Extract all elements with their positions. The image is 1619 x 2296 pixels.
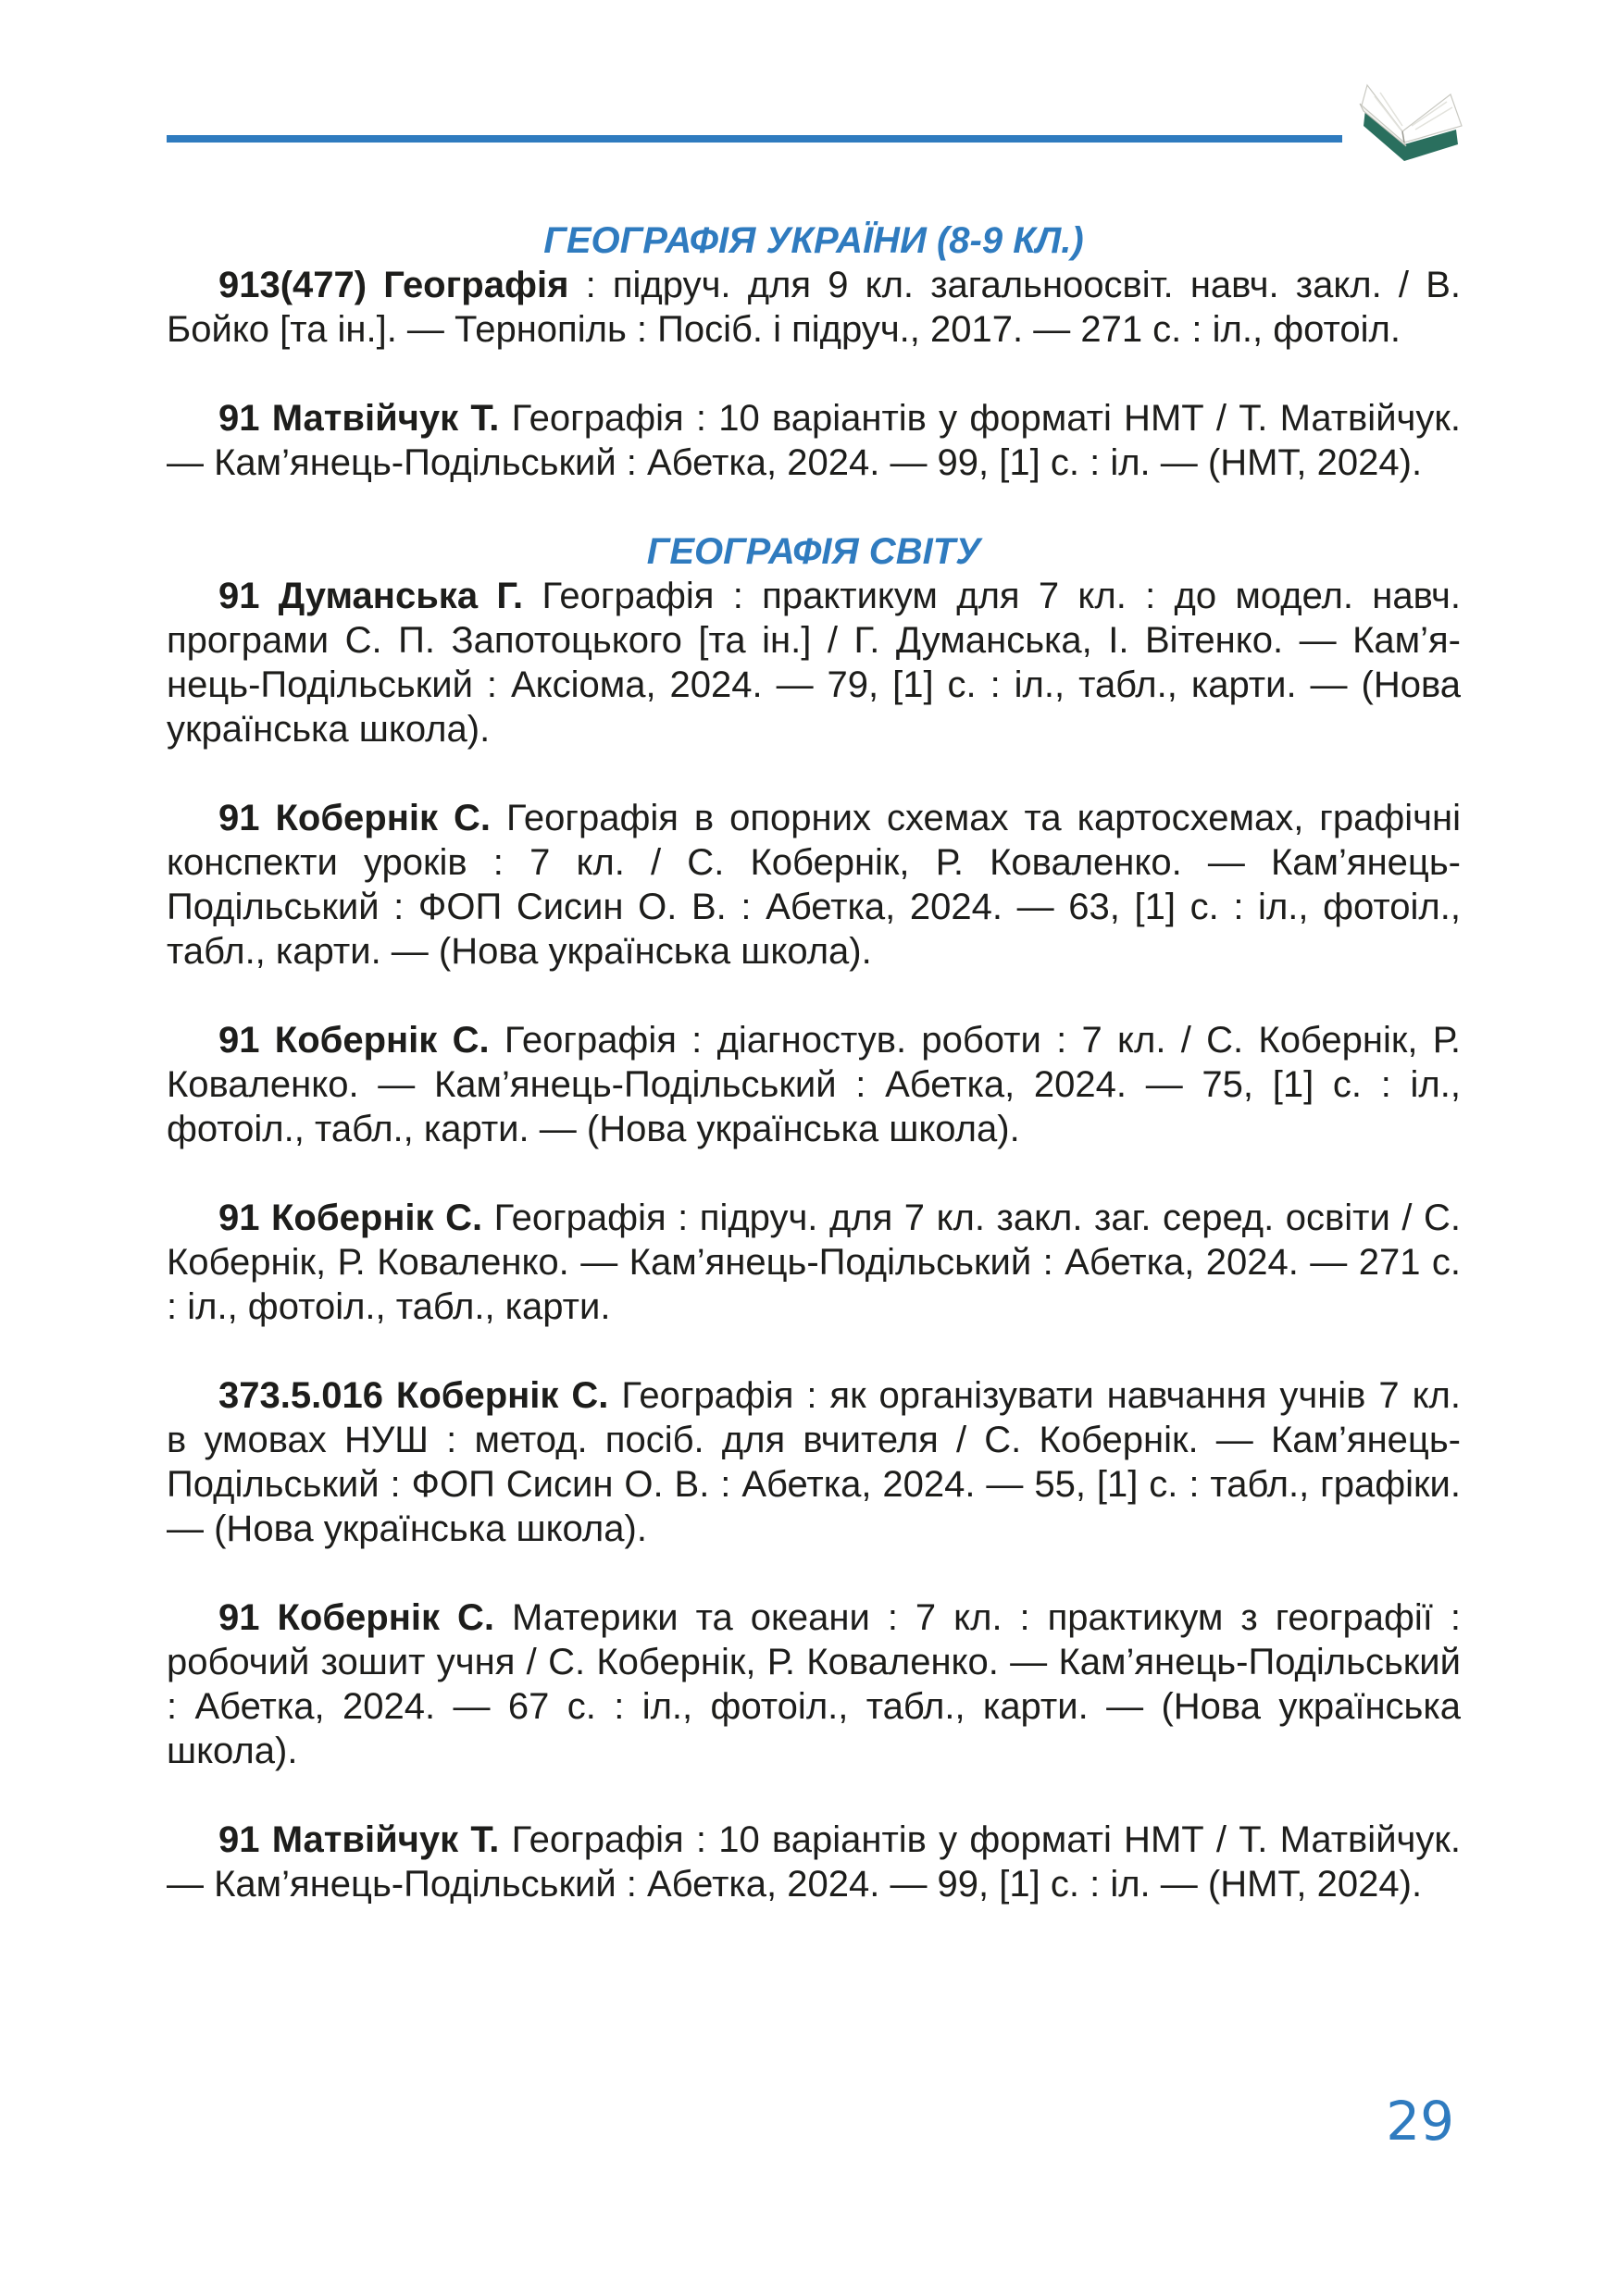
entry-text: Географія в опорних схемах та картосхемах, графічні конспекти уроків : 7 кл. / С. Кобернік, Р. Коваленко. — Кам’янець-Подільський : ФОП Сисин О. В. : Абетка, 2024. — 63, [1] с. : іл., фотоіл., табл., карти. — (Нова українська школа). [167, 798, 1461, 972]
bib-entry [167, 1595, 1461, 1773]
entry-head: 373.5.016 Кобернік С. [218, 1375, 609, 1416]
entry-head: 91 Кобернік С. [218, 798, 491, 838]
entry-head: 91 Кобернік С. [218, 1020, 490, 1061]
page-number: 29 [1386, 2090, 1454, 2153]
bib-entry [167, 396, 1461, 485]
bibliography-content [167, 218, 1461, 1951]
entry-text: Географія : як організувати навчання учнів 7 кл. в умовах НУШ : метод. посіб. для вчителя / С. Кобернік. — Кам’янець-Подільський : ФОП Сисин О. В. : Абетка, 2024. — 55, [1] с. : табл., графіки. — (Нова українська школа). [167, 1375, 1461, 1549]
entry-text: Географія : 10 варіантів у форматі НМТ / Т. Матвійчук. — Кам’янець-Подільський : Абетка, 2024. — 99, [1] с. : іл. — (НМТ, 2024). [167, 398, 1461, 483]
open-book-icon [1347, 72, 1467, 165]
bib-entry [167, 1018, 1461, 1151]
entry-head: 913(477) Географія [218, 265, 569, 305]
entry-text: Географія : 10 варіантів у форматі НМТ / Т. Матвійчук. — Кам’янець-Подільський : Абетка, 2024. — 99, [1] с. : іл. — (НМТ, 2024). [167, 1819, 1461, 1905]
entry-text: Материки та океани : 7 кл. : практикум з географії : робочий зошит учня / С. Кобернік, Р. Коваленко. — Кам’янець-Подільський : Абетка, 2024. — 67 с. : іл., фотоіл., табл., карти. — (Нова українська школа). [167, 1597, 1461, 1771]
entry-text: Географія : діагностув. роботи : 7 кл. / С. Кобернік, Р. Коваленко. — Кам’янець-Подільський : Абетка, 2024. — 75, [1] с. : іл., фотоіл., табл., карти. — (Нова українська школа). [167, 1020, 1461, 1149]
entry-head: 91 Матвійчук Т. [218, 1819, 500, 1860]
entry-head: 91 Матвійчук Т. [218, 398, 500, 439]
bib-entry [167, 263, 1461, 352]
bib-entry [167, 1818, 1461, 1906]
entry-text: Географія : підруч. для 7 кл. закл. заг. серед. освіти / С. Кобернік, Р. Коваленко. — Кам’янець-Подільський : Абетка, 2024. — 271 с. : іл., фотоіл., табл., карти. [167, 1198, 1462, 1327]
bib-entry [167, 1196, 1461, 1329]
entry-text: Географія : практикум для 7 кл. : до модел. навч. програми С. П. Запотоцького [та ін.] / Г. Думанська, І. Вітенко. — Кам’янець-Подільський : Аксіома, 2024. — 79, [1] с. : іл., табл., карти. — (Нова українська школа). [167, 576, 1462, 750]
bib-entry [167, 1373, 1461, 1551]
entry-head: 91 Думанська Г. [218, 576, 524, 616]
entry-head: 91 Кобернік С. [218, 1198, 483, 1238]
header-rule [167, 135, 1342, 143]
entry-head: 91 Кобернік С. [218, 1597, 494, 1638]
entry-text: : підруч. для 9 кл. загальноосвіт. навч. закл. / В. Бойко [та ін.]. — Тернопіль : Посіб. і підруч., 2017. — 271 с. : іл., фотоіл. [167, 265, 1461, 350]
bib-entry [167, 574, 1461, 751]
section-title: ГЕОГРАФІЯ УКРАЇНИ (8-9 КЛ.) [543, 220, 1084, 261]
section-title: ГЕОГРАФІЯ СВІТУ [646, 531, 981, 572]
bib-entry [167, 796, 1461, 974]
